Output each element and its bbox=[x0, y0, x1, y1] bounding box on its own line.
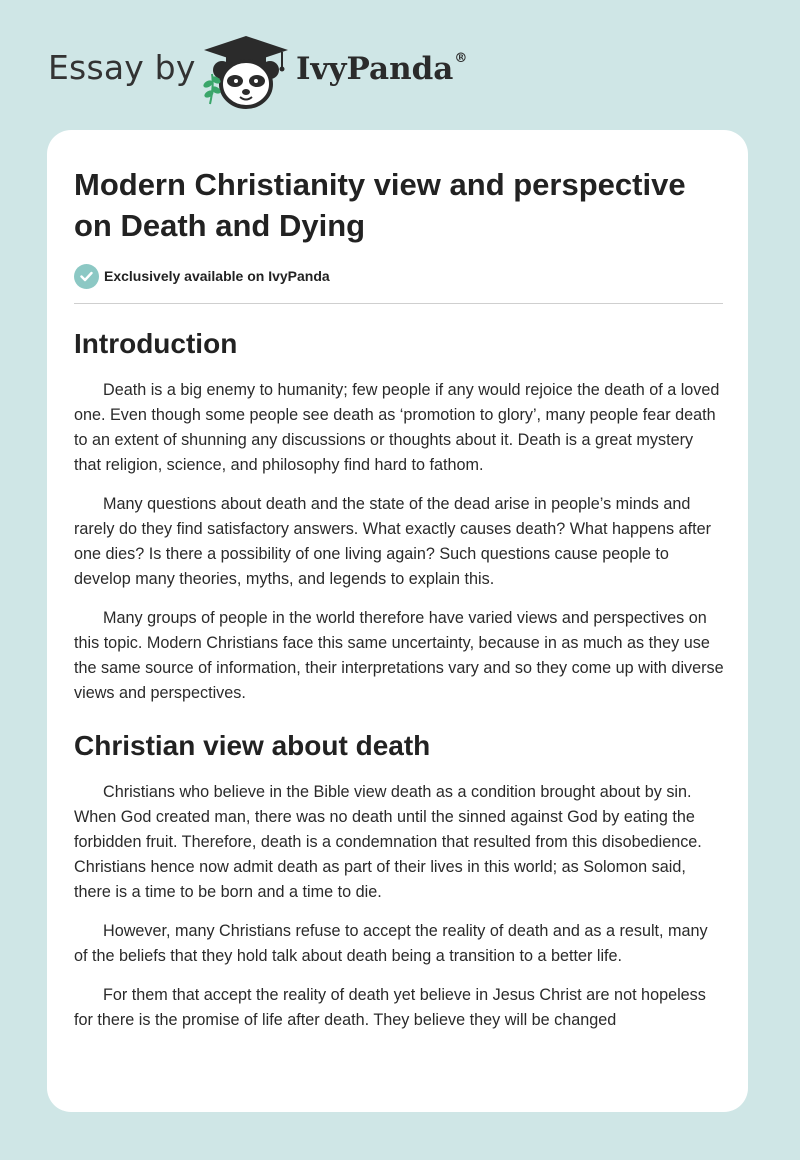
essay-content bbox=[74, 164, 724, 1047]
registered-mark: ® bbox=[454, 50, 468, 66]
check-circle-icon bbox=[74, 264, 99, 289]
introduction-body bbox=[74, 378, 724, 706]
paragraph: Death is a big enemy to humanity; few people if any would rejoice the death of a loved one. Even though some people see death as ‘promotion to glory’, many people fear death to an extent of shunning any discussions or thoughts about it. Death is a great mystery that religion, science, and philosophy find hard to fathom. bbox=[74, 381, 720, 474]
page-title: Modern Christianity view and perspective on Death and Dying bbox=[74, 167, 686, 243]
exclusive-badge bbox=[74, 263, 724, 289]
paragraph: Many groups of people in the world therefore have varied views and perspectives on this topic. Modern Christians face this same uncertainty, because in as much as they use the same source of information, their interpretations vary and so they come up with diverse views and perspectives. bbox=[74, 609, 724, 702]
exclusive-label: Exclusively available on IvyPanda bbox=[104, 268, 330, 284]
panda-logo-icon[interactable] bbox=[200, 34, 292, 110]
essay-card bbox=[47, 130, 748, 1112]
title-divider bbox=[74, 303, 723, 304]
christian-view-body bbox=[74, 780, 724, 1033]
paragraph: Many questions about death and the state of the dead arise in people’s minds and rarely do they find satisfactory answers. What exactly causes death? What happens after one dies? Is there a possibility of one living again? Such questions cause people to develop many theories, myths, and legends to explain this. bbox=[74, 495, 712, 588]
brand-name[interactable]: IvyPanda® bbox=[296, 50, 468, 87]
paragraph: Christians who believe in the Bible view death as a condition brought about by sin. When God created man, there was no death until the sinned against God by eating the forbidden fruit. Therefore, death is a condemnation that resulted from this disobedience. Christians hence now admit death as part of their lives in this world; as Solomon said, there is a time to be born and a time to die. bbox=[74, 783, 702, 901]
section-heading-introduction: Introduction bbox=[74, 328, 238, 359]
essay-by-label: Essay by bbox=[48, 48, 196, 87]
site-header bbox=[48, 34, 748, 114]
paragraph: However, many Christians refuse to accept the reality of death and as a result, many of the beliefs that they hold talk about death being a transition to a better life. bbox=[74, 922, 708, 965]
paragraph: For them that accept the reality of death yet believe in Jesus Christ are not hopeless for there is the promise of life after death. They believe they will be changed bbox=[74, 986, 706, 1029]
section-heading-christian-view: Christian view about death bbox=[74, 730, 431, 761]
